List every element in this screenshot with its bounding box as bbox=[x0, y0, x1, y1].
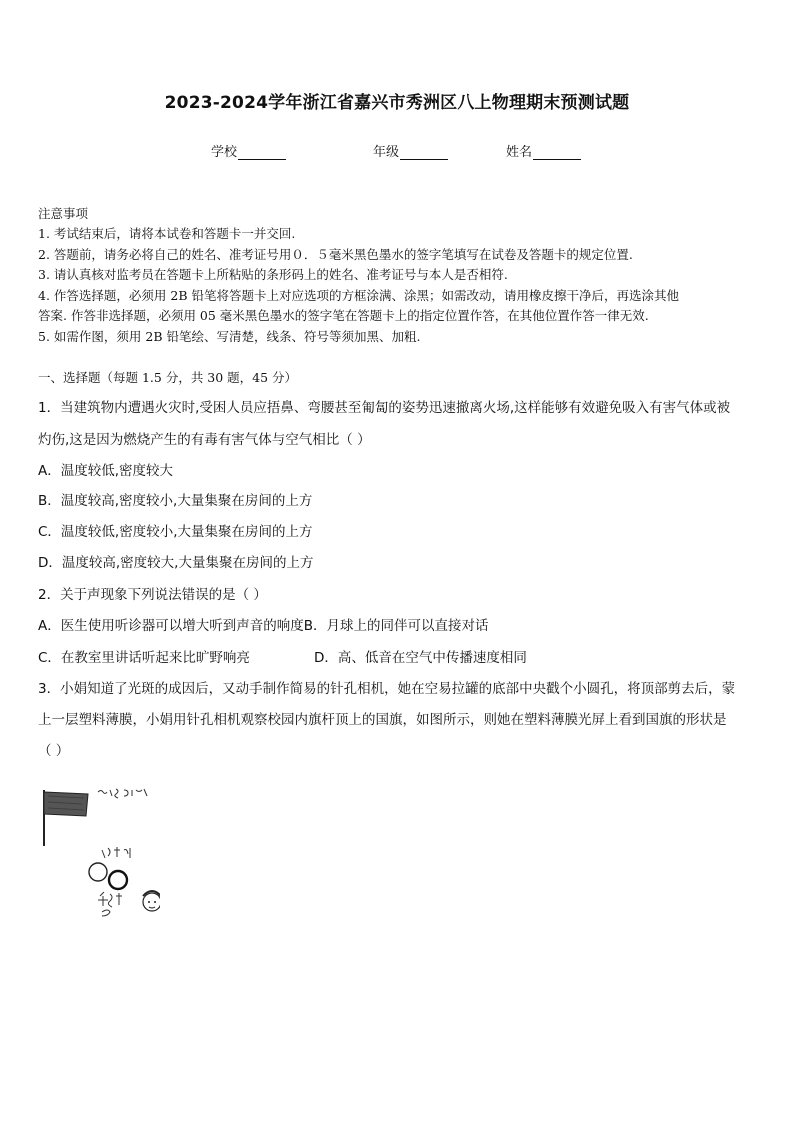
handwritten-label-screen bbox=[98, 892, 122, 916]
notice-heading: 注意事项 bbox=[38, 206, 89, 221]
q1-stem-line1: 1．当建筑物内遭遇火灾时,受困人员应捂鼻、弯腰甚至匍匐的姿势迅速撤离火场,这样能够有效避免吸入有害气体或被 bbox=[38, 400, 731, 416]
pinhole-camera-figure bbox=[40, 784, 160, 944]
handwritten-label-hole bbox=[102, 847, 130, 858]
q1-stem-line2: 灼伤,这是因为燃烧产生的有毒有害气体与空气相比（ ） bbox=[38, 432, 371, 448]
q2-option-d: D．高、低音在空气中传播速度相同 bbox=[314, 650, 527, 666]
grade-label: 年级 bbox=[373, 145, 400, 160]
name-label: 姓名 bbox=[506, 145, 533, 160]
q3-stem-line1: 3．小娟知道了光斑的成因后，又动手制作简易的针孔相机，她在空易拉罐的底部中央戳个小圆孔，将顶部剪去后，蒙 bbox=[38, 681, 736, 697]
grade-field bbox=[373, 141, 448, 160]
pinhole-circles bbox=[89, 863, 127, 889]
name-blank bbox=[533, 146, 581, 160]
q2-option-c: C．在教室里讲话听起来比旷野响亮 bbox=[38, 650, 250, 666]
q1-option-d: D．温度较高,密度较大,大量集聚在房间的上方 bbox=[38, 555, 314, 571]
notice-item: 1. 考试结束后，请将本试卷和答题卡一并交回. bbox=[38, 226, 296, 241]
section-heading: 一、选择题（每题 1.5 分，共 30 题，45 分） bbox=[38, 370, 298, 385]
grade-blank bbox=[400, 146, 448, 160]
name-field bbox=[506, 141, 581, 160]
q1-option-b: B．温度较高,密度较小,大量集聚在房间的上方 bbox=[38, 493, 313, 509]
notice-item: 2. 答题前，请务必将自己的姓名、准考证号用０．５毫米黑色墨水的签字笔填写在试卷及答题卡的规定位置. bbox=[38, 246, 633, 262]
notice-item: 4. 作答选择题，必须用 2B 铅笔将答题卡上对应选项的方框涂满、涂黑；如需改动，请用橡皮擦干净后，再选涂其他 bbox=[38, 287, 679, 303]
page-title: 2023-2024学年浙江省嘉兴市秀洲区八上物理期末预测试题 bbox=[164, 93, 630, 113]
handwritten-label-top bbox=[98, 789, 147, 798]
q2-option-ab: A．医生使用听诊器可以增大听到声音的响度B．月球上的同伴可以直接对话 bbox=[38, 618, 489, 634]
notice-list bbox=[38, 224, 758, 347]
q3-stem-line3: （ ） bbox=[38, 743, 70, 759]
school-field bbox=[211, 141, 286, 160]
school-blank bbox=[238, 146, 286, 160]
flag-drawing bbox=[44, 790, 88, 846]
q1-option-c: C．温度较低,密度较小,大量集聚在房间的上方 bbox=[38, 524, 313, 540]
notice-item: 5. 如需作图，须用 2B 铅笔绘、写清楚，线条、符号等须加黑、加粗. bbox=[38, 328, 421, 344]
q3-stem-line2: 上一层塑料薄膜，小娟用针孔相机观察校园内旗杆顶上的国旗，如图所示，则她在塑料薄膜光屏上看到国旗的形状是 bbox=[38, 712, 727, 728]
q1-option-a: A．温度较低,密度较大 bbox=[38, 463, 174, 479]
eye-face-icon bbox=[143, 891, 160, 911]
school-label: 学校 bbox=[211, 145, 238, 160]
notice-item: 3. 请认真核对监考员在答题卡上所粘贴的条形码上的姓名、准考证号与本人是否相符. bbox=[38, 267, 508, 282]
notice-item: 答案. 作答非选择题，必须用 05 毫米黑色墨水的签字笔在答题卡上的指定位置作答，在其他位置作答一律无效. bbox=[38, 308, 649, 323]
q2-stem: 2．关于声现象下列说法错误的是（ ） bbox=[38, 587, 267, 603]
